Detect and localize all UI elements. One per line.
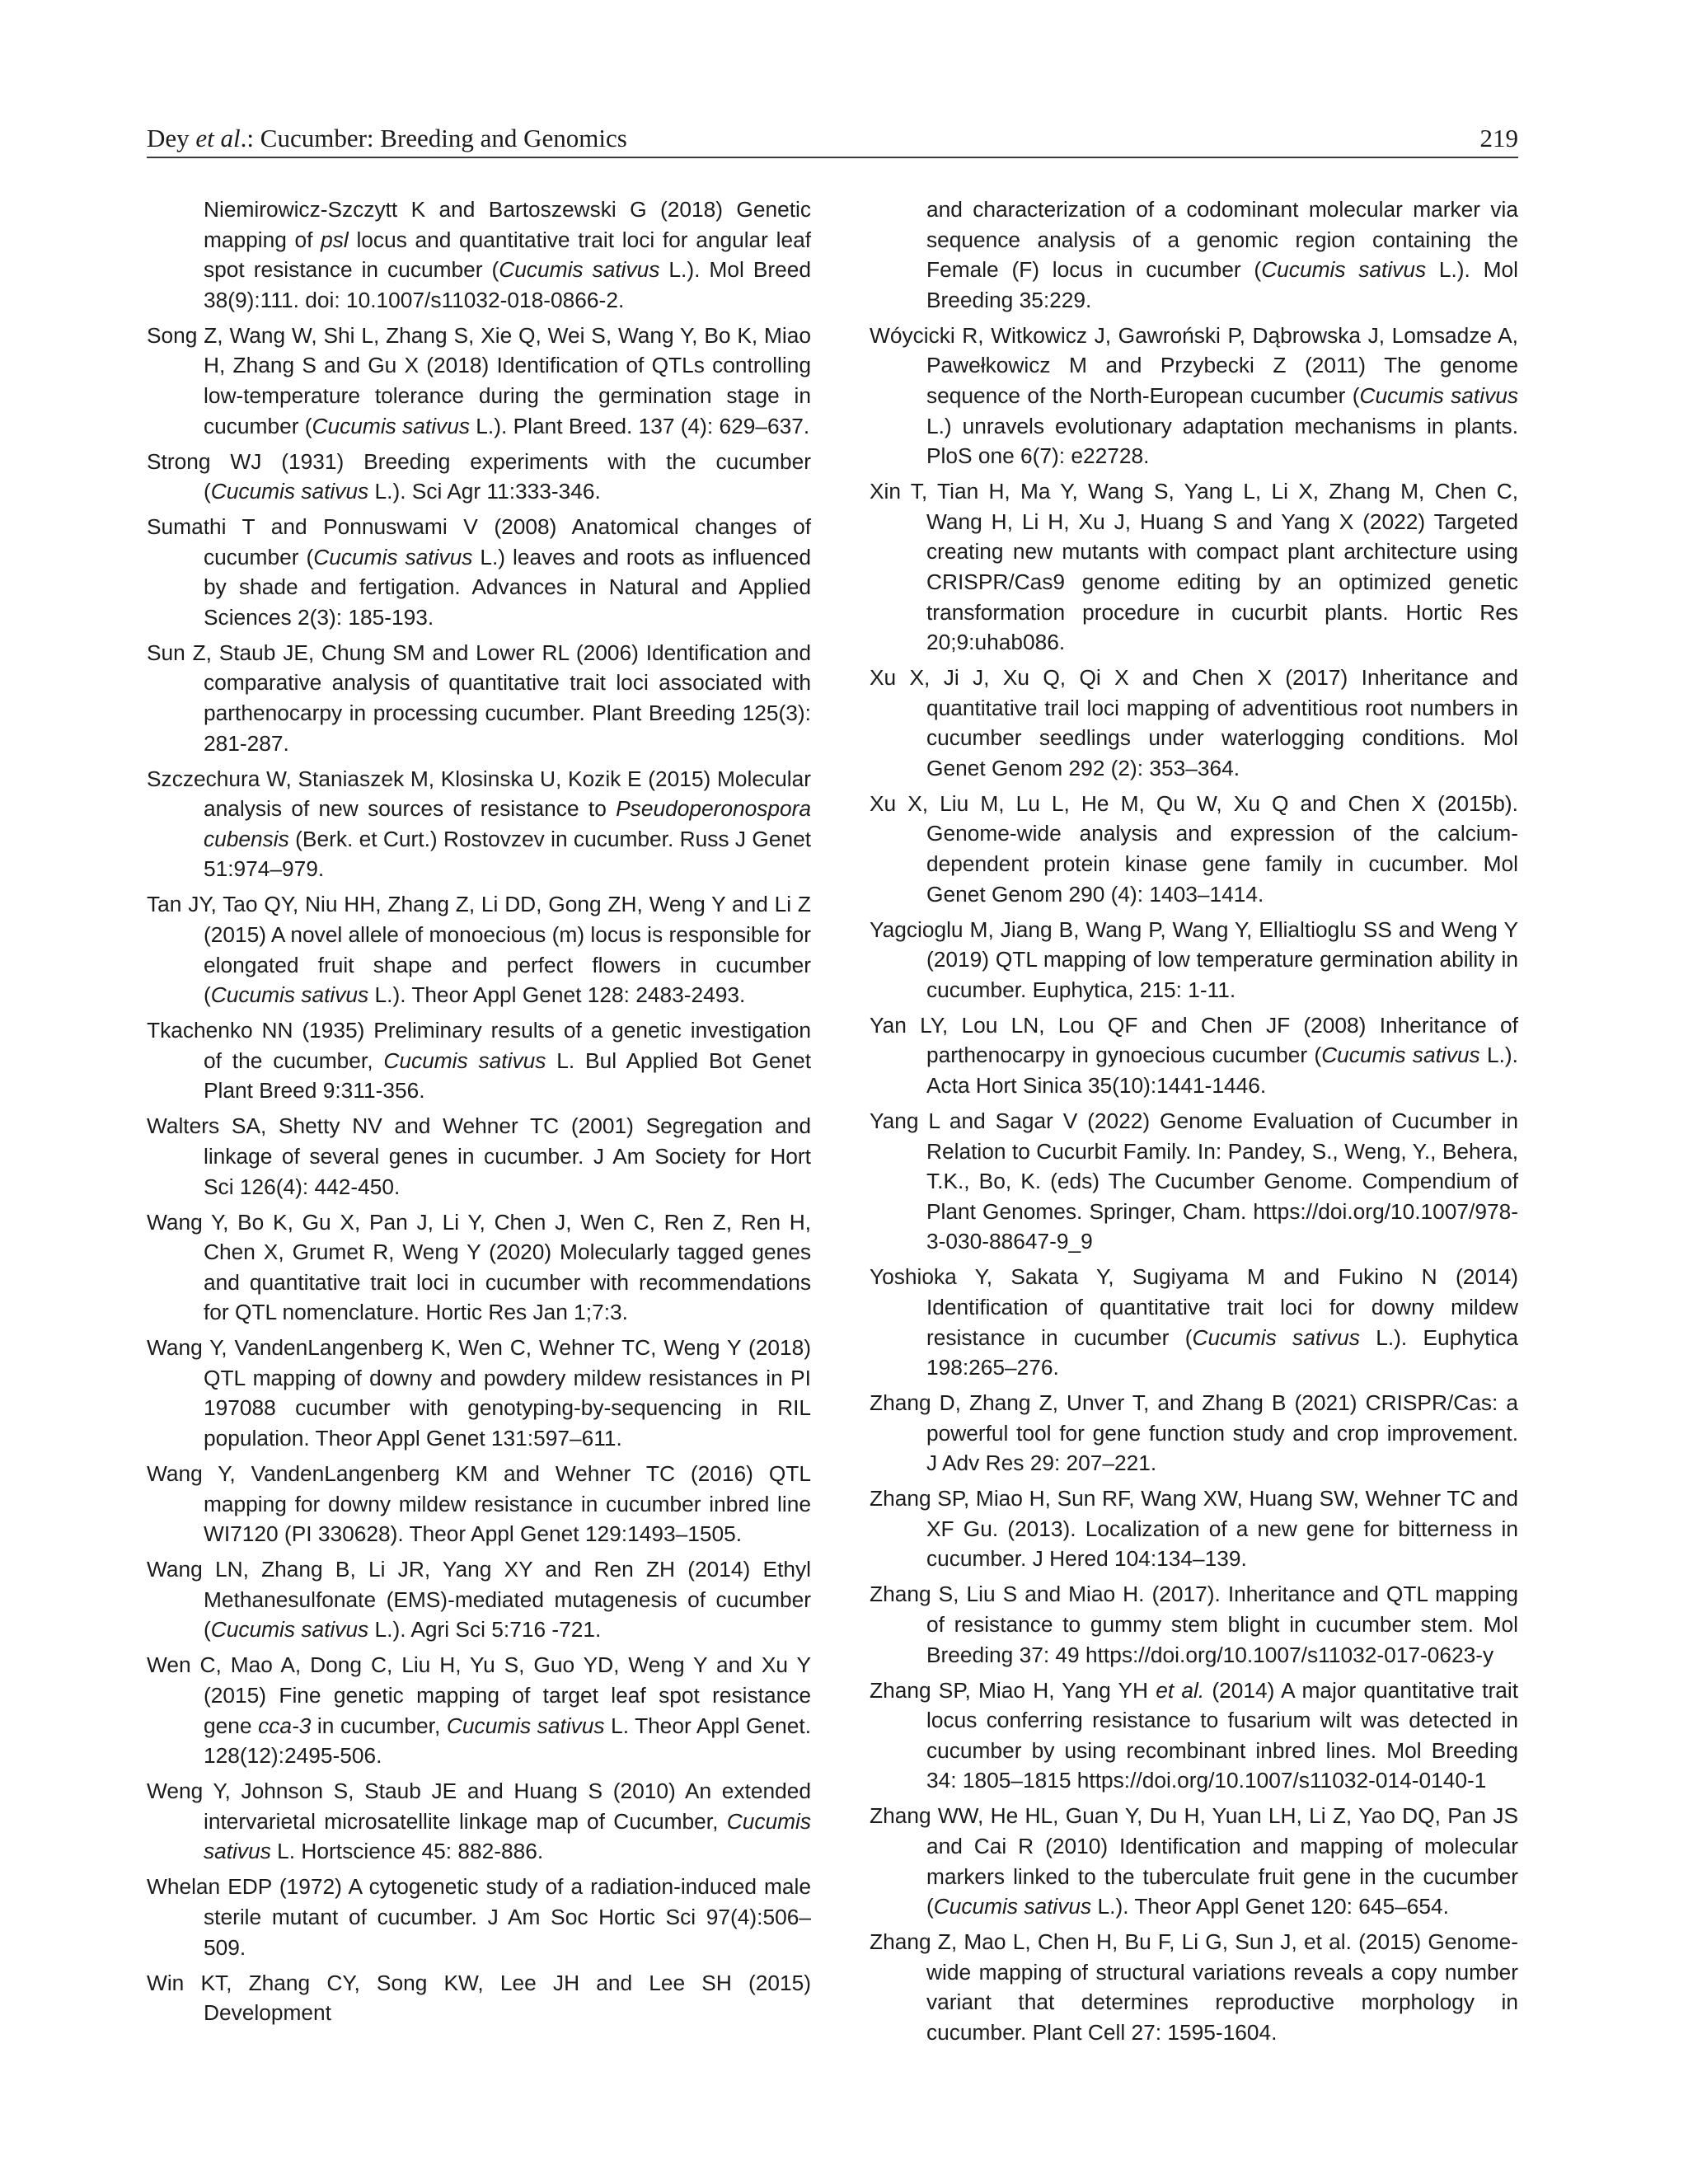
reference-italic-text: Cucumis sativus bbox=[1359, 382, 1518, 408]
reference-text: Yang L and Sagar V (2022) Genome Evaluation of Cucumber in Relation to Cucurbit Family. In: Pandey, S., Weng, Y., Behera, T.K., Bo, K. (eds) The Cucumber Genome. Compendium of Plant Genomes. Springer, Cham. https://doi.org/10.1007/978-3-030-88647-9_9 bbox=[870, 1108, 1518, 1254]
reference-text: Niemirowicz-Szczytt K and Bartoszewski G (2018) Genetic mapping of bbox=[204, 197, 811, 252]
reference-entry bbox=[870, 1579, 1518, 1670]
reference-entry bbox=[147, 1207, 811, 1328]
reference-text: L. Bul Applied Bot Genet Plant Breed 9:311-356. bbox=[204, 1047, 812, 1104]
reference-entry bbox=[870, 1927, 1518, 2047]
reference-text: L. Hortscience 45: 882-886. bbox=[270, 1839, 544, 1864]
reference-text: Wang Y, VandenLangenberg K, Wen C, Wehner TC, Weng Y (2018) QTL mapping of downy and powdery mildew resistances in PI 197088 cucumber with genotyping-by-sequencing in RIL population. Theor Appl Genet 131:597–611. bbox=[147, 1335, 811, 1451]
reference-text: Yoshioka Y, Sakata Y, Sugiyama M and Fukino N (2014) Identification of quantitative trait loci for downy mildew resistance in cucumber ( bbox=[870, 1264, 1518, 1350]
reference-entry bbox=[870, 194, 1518, 315]
reference-text: Szczechura W, Staniaszek M, Klosinska U, Kozik E (2015) Molecular analysis of new sources of resistance to bbox=[147, 766, 811, 822]
reference-text: L.). Sci Agr 11:333-346. bbox=[368, 479, 601, 504]
reference-text: and characterization of a codominant molecular marker via sequence analysis of a genomic region containing the Female (F) locus in cucumber ( bbox=[926, 197, 1518, 283]
reference-italic-text: Cucumis sativus bbox=[1321, 1043, 1480, 1068]
reference-entry bbox=[147, 1111, 811, 1202]
reference-entry bbox=[147, 1776, 811, 1867]
reference-column-left bbox=[147, 194, 811, 2033]
reference-text: L.). Plant Breed. 137 (4): 629–637. bbox=[469, 413, 810, 438]
reference-text: Sun Z, Staub JE, Chung SM and Lower RL (2006) Identification and comparative analysis of quantitative trait loci associated with parthenocarpy in processing cucumber. Plant Breeding 125(3): 281-287. bbox=[147, 640, 811, 756]
reference-entry bbox=[147, 764, 811, 884]
reference-text: Zhang S, Liu S and Miao H. (2017). Inheritance and QTL mapping of resistance to gummy stem blight in cucumber stem. Mol Breeding 37: 49 https://doi.org/10.1007/s11032-017-0623-y bbox=[870, 1582, 1518, 1667]
reference-text: Zhang SP, Miao H, Yang YH bbox=[870, 1677, 1156, 1703]
reference-text: Wang Y, VandenLangenberg KM and Wehner TC (2016) QTL mapping for downy mildew resistance in cucumber inbred line WI7120 (PI 330628). Theor Appl Genet 129:1493–1505. bbox=[147, 1461, 811, 1547]
reference-entry bbox=[147, 1554, 811, 1645]
reference-text: L.). Mol Breeding 35:229. bbox=[926, 257, 1518, 312]
reference-entry bbox=[147, 1968, 811, 2028]
reference-text: Strong WJ (1931) Breeding experiments with the cucumber ( bbox=[147, 448, 811, 504]
reference-italic-text: Cucumis sativus bbox=[210, 1617, 369, 1643]
reference-text: Win KT, Zhang CY, Song KW, Lee JH and Lee SH (2015) Development bbox=[147, 1970, 811, 2026]
reference-italic-text: Cucumis sativus bbox=[210, 479, 369, 504]
reference-text: Yagcioglu M, Jiang B, Wang P, Wang Y, Ellialtioglu SS and Weng Y (2019) QTL mapping of low temperature germination ability in cucumber. Euphytica, 215: 1-11. bbox=[870, 916, 1518, 1002]
reference-entry bbox=[870, 915, 1518, 1005]
reference-entry bbox=[147, 889, 811, 1010]
reference-italic-text: Cucumis sativus bbox=[1192, 1324, 1360, 1350]
reference-text: L.) leaves and roots as influenced by shade and fertigation. Advances in Natural and Applied Sciences 2(3): 185-193. bbox=[204, 544, 811, 630]
reference-entry bbox=[870, 1483, 1518, 1574]
reference-entry bbox=[870, 1010, 1518, 1101]
header-rule bbox=[147, 157, 1518, 158]
reference-text: L.). Mol Breed 38(9):111. doi: 10.1007/s11032-018-0866-2. bbox=[204, 257, 811, 312]
reference-text: L.). Theor Appl Genet 128: 2483-2493. bbox=[368, 982, 746, 1008]
reference-entry bbox=[870, 663, 1518, 783]
reference-text: L.). Euphytica 198:265–276. bbox=[926, 1324, 1518, 1380]
reference-entry bbox=[147, 1459, 811, 1549]
reference-text: in cucumber, bbox=[311, 1713, 447, 1738]
running-title bbox=[147, 122, 627, 155]
reference-text: (Berk. et Curt.) Rostovzev in cucumber. Russ J Genet 51:974–979. bbox=[204, 826, 811, 882]
reference-text: Zhang Z, Mao L, Chen H, Bu F, Li G, Sun J, et al. (2015) Genome-wide mapping of structural variations reveals a copy number variant that determines reproductive morphology in cucumber. Plant Cell 27: 1595-1604. bbox=[870, 1929, 1518, 2045]
reference-text: L.). Theor Appl Genet 120: 645–654. bbox=[1091, 1894, 1449, 1919]
page-number: 219 bbox=[1479, 124, 1518, 152]
reference-entry bbox=[870, 789, 1518, 909]
reference-text: L.). Agri Sci 5:716 -721. bbox=[368, 1617, 602, 1643]
reference-entry bbox=[147, 638, 811, 758]
reference-entry bbox=[870, 321, 1518, 471]
reference-text: Zhang D, Zhang Z, Unver T, and Zhang B (2021) CRISPR/Cas: a powerful tool for gene function study and crop improvement. J Adv Res 29: 207–221. bbox=[870, 1390, 1518, 1476]
reference-italic-text: Cucumis sativus bbox=[204, 1808, 811, 1864]
reference-italic-text: Cucumis sativus bbox=[446, 1713, 605, 1738]
reference-italic-text: Cucumis sativus bbox=[933, 1894, 1092, 1919]
reference-text: Yan LY, Lou LN, Lou QF and Chen JF (2008) Inheritance of parthenocarpy in gynoecious cucumber ( bbox=[870, 1012, 1518, 1068]
reference-entry bbox=[147, 447, 811, 507]
reference-entry bbox=[870, 476, 1518, 658]
reference-italic-text: Cucumis sativus bbox=[210, 982, 369, 1008]
reference-text: Tkachenko NN (1935) Preliminary results of a genetic investigation of the cucumber, bbox=[147, 1018, 811, 1073]
reference-italic-text: Cucumis sativus bbox=[499, 257, 660, 283]
reference-text: (2014) A major quantitative trait locus conferring resistance to fusarium wilt was detected in cucumber by using recombinant inbred lines. Mol Breeding 34: 1805–1815 https://doi.org/10.1007/s11032-014-0140-1 bbox=[926, 1677, 1519, 1793]
reference-italic-text: Cucumis sativus bbox=[313, 544, 473, 569]
reference-entry bbox=[870, 1262, 1518, 1382]
reference-text: Wen C, Mao A, Dong C, Liu H, Yu S, Guo YD, Weng Y and Xu Y (2015) Fine genetic mapping of target leaf spot resistance gene bbox=[147, 1652, 811, 1738]
reference-text: L.) unravels evolutionary adaptation mechanisms in plants. PloS one 6(7): e22728. bbox=[926, 413, 1518, 469]
reference-text: Zhang WW, He HL, Guan Y, Du H, Yuan LH, Li Z, Yao DQ, Pan JS and Cai R (2010) Identification and mapping of molecular markers linked to the tuberculate fruit gene in the cucumber ( bbox=[870, 1803, 1518, 1919]
reference-text: locus and quantitative trait loci for angular leaf spot resistance in cucumber ( bbox=[204, 227, 812, 283]
reference-entry bbox=[870, 1801, 1518, 1921]
reference-text: Weng Y, Johnson S, Staub JE and Huang S (2010) An extended intervarietal microsatellite linkage map of Cucumber, bbox=[147, 1779, 811, 1834]
reference-text: Wang LN, Zhang B, Li JR, Yang XY and Ren ZH (2014) Ethyl Methanesulfonate (EMS)-mediated mutagenesis of cucumber ( bbox=[147, 1557, 811, 1643]
reference-italic-text: Cucumis sativus bbox=[312, 413, 470, 438]
reference-entry bbox=[147, 194, 811, 315]
reference-entry bbox=[147, 1872, 811, 1962]
reference-text: Xu X, Liu M, Lu L, He M, Qu W, Xu Q and Chen X (2015b). Genome-wide analysis and expression of the calcium-dependent protein kinase gene family in cucumber. Mol Genet Genom 290 (4): 1403–1414. bbox=[870, 790, 1518, 907]
reference-entry bbox=[870, 1388, 1518, 1479]
reference-text: Zhang SP, Miao H, Sun RF, Wang XW, Huang SW, Wehner TC and XF Gu. (2013). Localization of a new gene for bitterness in cucumber. J Hered 104:134–139. bbox=[870, 1486, 1518, 1572]
reference-italic-text: Cucumis sativus bbox=[383, 1047, 546, 1073]
running-title-authors: Dey bbox=[147, 124, 196, 152]
reference-entry bbox=[147, 321, 811, 441]
reference-text: Song Z, Wang W, Shi L, Zhang S, Xie Q, Wei S, Wang Y, Bo K, Miao H, Zhang S and Gu X (2018) Identification of QTLs controlling low-temperature tolerance during the germination stage in cucumber ( bbox=[147, 322, 811, 438]
reference-text: Tan JY, Tao QY, Niu HH, Zhang Z, Li DD, Gong ZH, Weng Y and Li Z (2015) A novel allele of monoecious (m) locus is responsible for elongated fruit shape and perfect flowers in cucumber ( bbox=[147, 892, 811, 1008]
reference-entry bbox=[870, 1675, 1518, 1796]
reference-text: L.). Acta Hort Sinica 35(10):1441-1446. bbox=[926, 1043, 1518, 1098]
running-title-rest: .: Cucumber: Breeding and Genomics bbox=[240, 124, 627, 152]
reference-text: Wang Y, Bo K, Gu X, Pan J, Li Y, Chen J, Wen C, Ren Z, Ren H, Chen X, Grumet R, Weng Y (2020) Molecularly tagged genes and quantitative trait loci in cucumber with recommendations for QTL nomenclature. Hortic Res Jan 1;7:3. bbox=[147, 1209, 811, 1325]
reference-text: L. Theor Appl Genet. 128(12):2495-506. bbox=[204, 1713, 812, 1769]
reference-column-right bbox=[870, 194, 1518, 2053]
running-title-etal: et al bbox=[195, 124, 241, 152]
reference-text: Sumathi T and Ponnuswami V (2008) Anatomical changes of cucumber ( bbox=[147, 514, 811, 569]
reference-text: Xu X, Ji J, Xu Q, Qi X and Chen X (2017) Inheritance and quantitative trail loci mapping of adventitious root numbers in cucumber seedlings under waterlogging conditions. Mol Genet Genom 292 (2): 353–364. bbox=[870, 665, 1518, 780]
reference-italic-text: Pseudoperonospora cubensis bbox=[204, 796, 811, 851]
reference-text: Whelan EDP (1972) A cytogenetic study of a radiation-induced male sterile mutant of cucumber. J Am Soc Hortic Sci 97(4):506–509. bbox=[147, 1874, 811, 1960]
reference-italic-text: Cucumis sativus bbox=[1261, 257, 1427, 283]
reference-text: Wóycicki R, Witkowicz J, Gawroński P, Dąbrowska J, Lomsadze A, Pawełkowicz M and Przybecki Z (2011) The genome sequence of the North-European cucumber ( bbox=[870, 322, 1518, 408]
reference-italic-text: psl bbox=[321, 227, 349, 252]
reference-entry bbox=[147, 1015, 811, 1106]
reference-entry bbox=[147, 1650, 811, 1770]
reference-entry bbox=[147, 1333, 811, 1453]
reference-entry bbox=[870, 1106, 1518, 1257]
reference-italic-text: et al. bbox=[1156, 1677, 1205, 1703]
reference-entry bbox=[147, 512, 811, 632]
reference-italic-text: cca-3 bbox=[258, 1713, 312, 1738]
reference-text: Walters SA, Shetty NV and Wehner TC (2001) Segregation and linkage of several genes in cucumber. J Am Society for Hort Sci 126(4): 442-450. bbox=[147, 1113, 811, 1199]
reference-text: Xin T, Tian H, Ma Y, Wang S, Yang L, Li X, Zhang M, Chen C, Wang H, Li H, Xu J, Huang S and Yang X (2022) Targeted creating new mutants with compact plant architecture using CRISPR/Cas9 genome editing by an optimized genetic transformation procedure in cucurbit plants. Hortic Res 20;9:uhab086. bbox=[870, 479, 1518, 655]
